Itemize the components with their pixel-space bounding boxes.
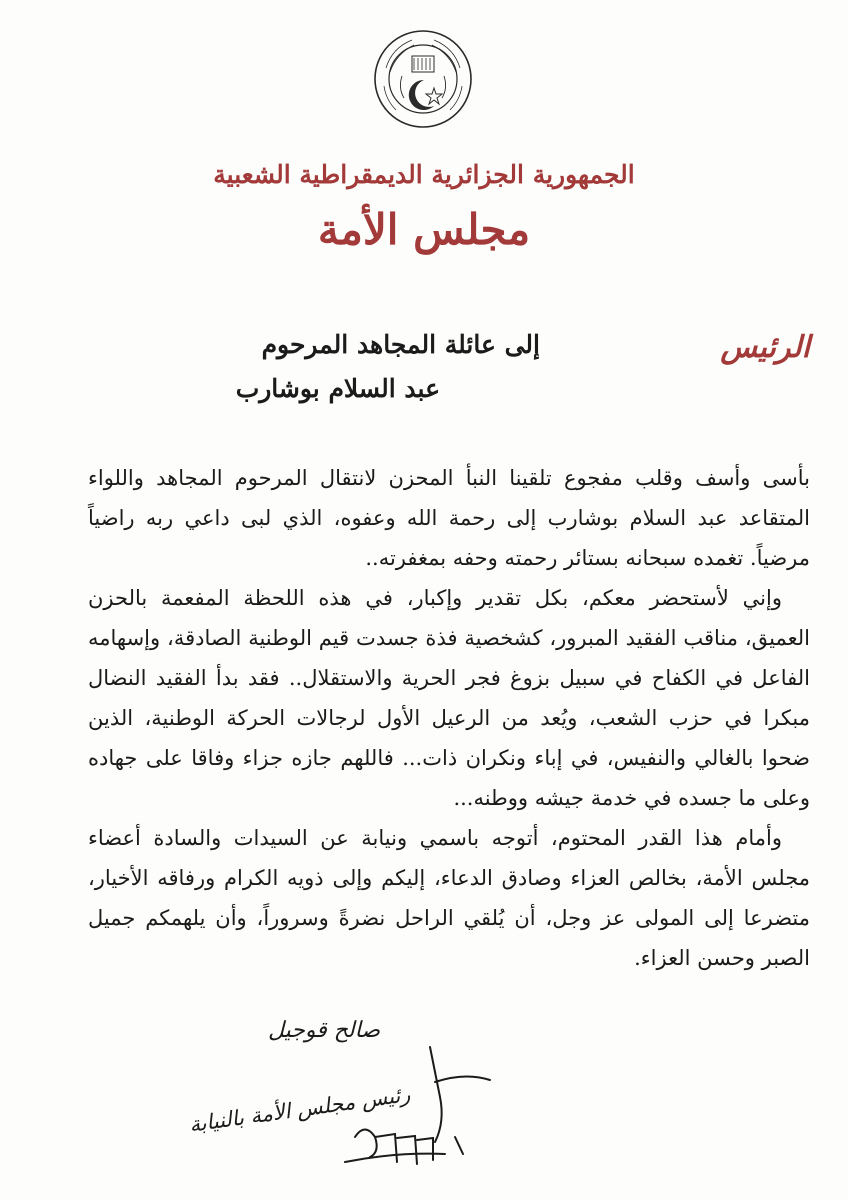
handwritten-signature-icon [335, 1042, 495, 1172]
republic-name: الجمهورية الجزائرية الديمقراطية الشعبية [213, 160, 635, 189]
signatory-title: رئيس مجلس الأمة بالنيابة [187, 1082, 412, 1137]
paragraph-closing: وأمام هذا القدر المحتوم، أتوجه باسمي ونيابة عن السيدات والسادة أعضاء مجلس الأمة، بخالص العزاء وصادق الدعاء، إليكم وإلى ذويه الكرام ورفاقه الأخيار، متضرعا إلى المولى عز وجل، أن يُلقي الراحل نضرةً وسروراً، وأن يلهمكم جميل الصبر وحسن العزاء. [88, 826, 810, 970]
institution-name: مجلس الأمة [317, 205, 531, 254]
paragraph-condolence: بأسى وأسف وقلب مفجوع تلقينا النبأ المحزن لانتقال المرحوم المجاهد واللواء المتقاعد عبد السلام بوشارب إلى رحمة الله وعفوه، الذي لبى داعي ربه راضياً مرضياً. تغمده سبحانه بستائر رحمته وحفه بمغفرته.. [88, 466, 810, 570]
signatory-name: صالح قوجيل [267, 1018, 380, 1043]
president-label: الرئيس [720, 330, 810, 365]
recipient-line-1: إلى عائلة المجاهد المرحوم [261, 330, 540, 359]
paragraph-tribute: وإني لأستحضر معكم، بكل تقدير وإكبار، في هذه اللحظة المفعمة بالحزن العميق، مناقب الفقيد المبرور، كشخصية فذة جسدت قيم الوطنية الصادقة، وإسهامه الفاعل في الكفاح في سبيل بزوغ فجر الحرية والاستقلال.. فقد بدأ الفقيد النضال مبكرا في حزب الشعب، ويُعد من الرعيل الأول لرجالات الحركة الوطنية، الذين ضحوا بالغالي والنفيس، في إباء ونكران ذات... فاللهم جازه جزاء وفاقا على جهاده وعلى ما جسده في خدمة جيشه ووطنه... [88, 586, 810, 810]
recipient-line-2: عبد السلام بوشارب [235, 374, 440, 403]
state-seal-icon [372, 28, 474, 130]
letter-body [88, 458, 810, 978]
